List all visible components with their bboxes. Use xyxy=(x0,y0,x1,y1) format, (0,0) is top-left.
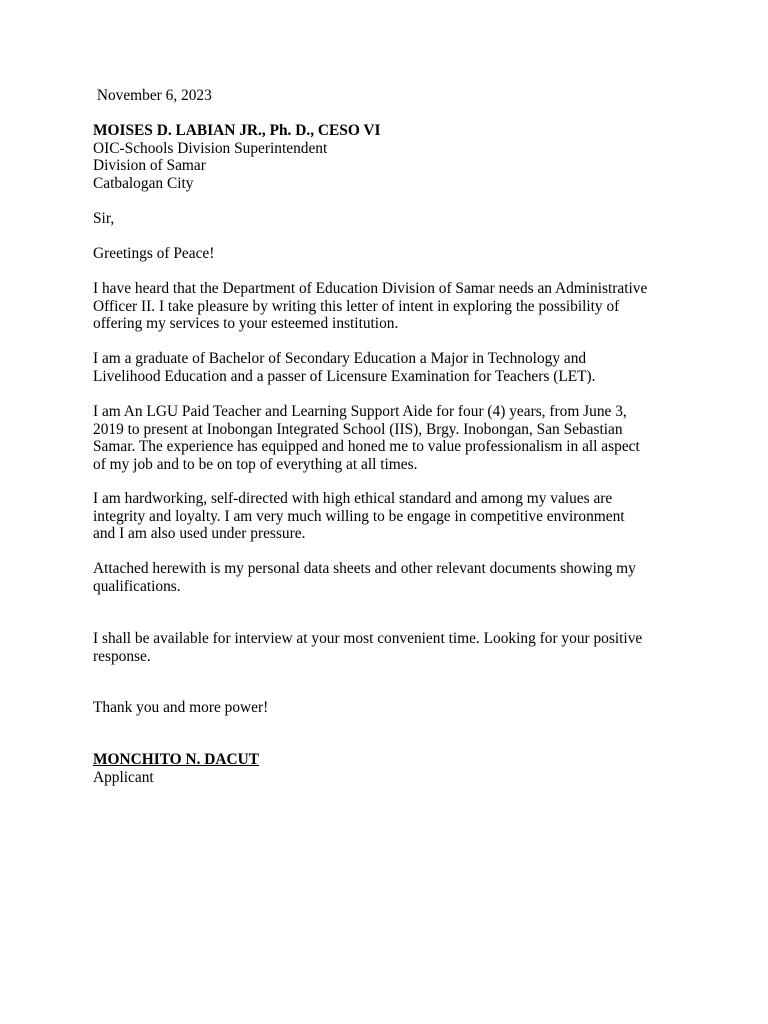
closing xyxy=(93,699,683,717)
paragraph-intent xyxy=(93,280,683,333)
salutation xyxy=(93,210,683,228)
signatory-name: MONCHITO N. DACUT xyxy=(93,751,260,768)
salutation-text: Sir, xyxy=(93,210,115,227)
paragraph-line: Officer II. I take pleasure by writing this letter of intent in exploring the possibility of xyxy=(93,297,620,315)
closing-text: Thank you and more power! xyxy=(93,699,269,716)
paragraph-experience xyxy=(93,403,683,473)
paragraph-line: of my job and to be on top of everything at all times. xyxy=(93,455,418,473)
paragraph-line: qualifications. xyxy=(93,577,181,595)
paragraph-line: integrity and loyalty. I am very much willing to be engage in competitive environment xyxy=(93,507,625,525)
paragraph-education xyxy=(93,350,683,385)
paragraph-values xyxy=(93,490,683,543)
paragraph-line: Attached herewith is my personal data sheets and other relevant documents showing my xyxy=(93,560,636,577)
signature-block xyxy=(93,751,683,786)
paragraph-line: I am An LGU Paid Teacher and Learning Support Aide for four (4) years, from June 3, xyxy=(93,403,627,420)
recipient-position: OIC-Schools Division Superintendent xyxy=(93,139,328,157)
signatory-title: Applicant xyxy=(93,768,154,786)
paragraph-interview xyxy=(93,630,683,665)
paragraph-line: response. xyxy=(93,647,151,665)
paragraph-line: Samar. The experience has equipped and honed me to value professionalism in all aspect xyxy=(93,438,640,456)
paragraph-line: I am a graduate of Bachelor of Secondary Education a Major in Technology and xyxy=(93,350,587,367)
paragraph-line: I have heard that the Department of Education Division of Samar needs an Administrative xyxy=(93,280,648,297)
paragraph-line: offering my services to your esteemed institution. xyxy=(93,315,399,333)
recipient-block xyxy=(93,122,683,192)
paragraph-attachments xyxy=(93,560,683,595)
recipient-city: Catbalogan City xyxy=(93,174,194,192)
recipient-name: MOISES D. LABIAN JR., Ph. D., CESO VI xyxy=(93,122,381,139)
paragraph-line: I shall be available for interview at your most convenient time. Looking for your positive xyxy=(93,630,643,647)
letter-date: November 6, 2023 xyxy=(93,87,212,104)
paragraph-line: I am hardworking, self-directed with high ethical standard and among my values are xyxy=(93,490,613,507)
greeting-text: Greetings of Peace! xyxy=(93,245,215,262)
paragraph-line: Livelihood Education and a passer of Licensure Examination for Teachers (LET). xyxy=(93,367,596,385)
paragraph-line: and I am also used under pressure. xyxy=(93,525,306,543)
greeting xyxy=(93,245,683,263)
paragraph-line: 2019 to present at Inobongan Integrated School (IIS), Brgy. Inobongan, San Sebastian xyxy=(93,420,623,438)
recipient-office: Division of Samar xyxy=(93,157,206,175)
